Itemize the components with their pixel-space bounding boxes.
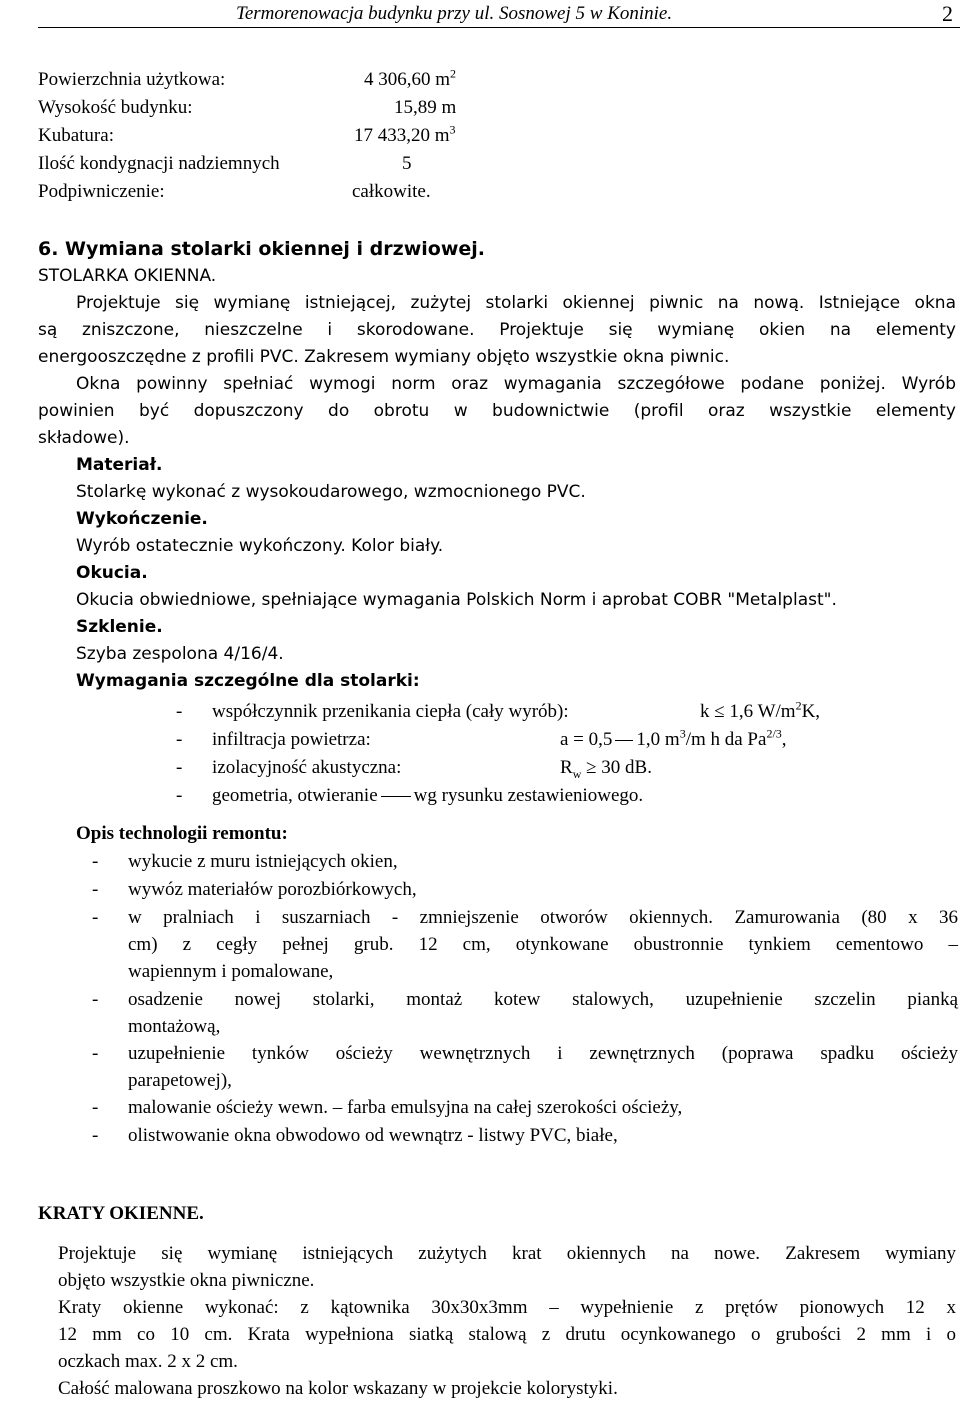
requirement-label: infiltracja powietrza: [212,729,371,750]
paragraph-line: Okna powinny spełniać wymogi norm oraz wymagania szczegółowe podane poniżej. Wyrób [76,374,956,394]
list-bullet: - [176,701,183,722]
list-item-continued: cm) z cegły pełnej grub. 12 cm, otynkowane obustronnie tynkiem cementowo – [128,934,958,955]
list-item: olistwowanie okna obwodowo od wewnątrz - listwy PVC, białe, [128,1125,618,1146]
list-bullet: - [92,1125,99,1146]
finish-text: Wyrób ostatecznie wykończony. Kolor biały. [76,536,444,556]
list-item: osadzenie nowej stolarki, montaż kotew stalowych, uzupełnienie szczelin pianką [128,989,958,1010]
list-bullet: - [92,879,99,900]
list-item: uzupełnienie tynków ościeży wewnętrznych i zewnętrznych (poprawa spadku ościeży [128,1043,958,1064]
list-bullet: - [176,757,183,778]
stat-label: Podpiwniczenie: [38,181,165,202]
requirement-value: $R_w \ge 30$ dB. [560,757,652,781]
list-item: w pralniach i suszarniach - zmniejszenie otworów okiennych. Zamurowania (80 x 36 [128,907,958,928]
fittings-text: Okucia obwiedniowe, spełniające wymagania Polskich Norm i aprobat COBR "Metalplast". [76,590,837,610]
stat-value: 4 306,60 $m^2$ [364,66,457,90]
requirement-label: izolacyjność akustyczna: [212,757,402,778]
paragraph-line: 12 mm co 10 cm. Krata wypełniona siatką stalową z drutu ocynkowanego o grubości 2 mm i o [58,1324,956,1345]
list-bullet: - [176,785,183,806]
material-label: Materiał. [76,455,163,475]
stat-value: całkowite. [352,181,431,202]
requirement-value: a = 0,5 1,0 $m^3/m$ h da $Pa^{2/3}$, [560,726,787,750]
list-bullet: - [92,1043,99,1064]
header-divider [38,27,960,28]
glazing-text: Szyba zespolona 4/16/4. [76,644,284,664]
paragraph-line: energooszczędne z profili PVC. Zakresem wymiany objęto wszystkie okna piwnic. [38,347,730,367]
page-header [0,0,960,28]
section-heading: 6. Wymiana stolarki okiennej i drzwiowej. [38,238,486,260]
stat-label: Powierzchnia użytkowa: [38,69,226,90]
grates-heading: KRATY OKIENNE. [38,1203,204,1224]
stat-label: Ilość kondygnacji nadziemnych [38,153,280,174]
list-bullet: - [92,1097,99,1118]
stat-value: 5 [402,153,412,174]
requirements-label: Wymagania szczególne dla stolarki: [76,671,420,691]
paragraph-line: Projektuje się wymianę istniejącej, zużytej stolarki okiennej piwnic na nową. Istniejące okna [76,293,956,313]
stat-label: Wysokość budynku: [38,97,193,118]
fittings-label: Okucia. [76,563,148,583]
stat-label: Kubatura: [38,125,114,146]
list-bullet: - [92,907,99,928]
requirement-value: k ≤ 1,6 $W/m^2K$, [700,698,821,722]
list-item: malowanie ościeży wewn. – farba emulsyjna na całej szerokości ościeży, [128,1097,683,1118]
requirement-label: współczynnik przenikania ciepła (cały wyrób): [212,701,569,722]
requirement-label: geometria, otwieranie wg rysunku zestawieniowego. [212,785,644,806]
list-bullet: - [176,729,183,750]
paragraph-line: Kraty okienne wykonać: z kątownika 30x30x3mm – wypełnienie z prętów pionowych 12 x [58,1297,956,1318]
list-item: wykucie z muru istniejących okien, [128,851,398,872]
paragraph-line: Projektuje się wymianę istniejących zużytych krat okiennych na nowe. Zakresem wymiany [58,1243,956,1264]
list-bullet: - [92,989,99,1010]
paragraph-line: składowe). [38,428,130,448]
finish-label: Wykończenie. [76,509,208,529]
paragraph-line: Całość malowana proszkowo na kolor wskazany w projekcie kolorystyki. [58,1378,618,1399]
paragraph-line: są zniszczone, nieszczelne i skorodowane. Projektuje się wymianę okien na elementy [38,320,956,340]
stat-value: 15,89 m [394,97,457,118]
list-item: wywóz materiałów porozbiórkowych, [128,879,417,900]
paragraph-line: objęto wszystkie okna piwniczne. [58,1270,315,1291]
paragraph-line: oczkach max. 2 x 2 cm. [58,1351,238,1372]
page-number: 2 [942,1,953,26]
paragraph-line: powinien być dopuszczony do obrotu w budownictwie (profil oraz wszystkie elementy [38,401,956,421]
technology-heading: Opis technologii remontu: [76,823,288,844]
section-subheading: STOLARKA OKIENNA. [38,266,217,286]
list-item-continued: montażową, [128,1016,221,1037]
list-item-continued: wapiennym i pomalowane, [128,961,334,982]
glazing-label: Szklenie. [76,617,163,637]
list-item-continued: parapetowej), [128,1070,232,1091]
header-title: Termorenowacja budynku przy ul. Sosnowej 5 w Koninie. [236,3,673,24]
list-bullet: - [92,851,99,872]
material-text: Stolarkę wykonać z wysokoudarowego, wzmocnionego PVC. [76,482,586,502]
stat-value: 17 433,20 $m^3$ [354,122,456,146]
